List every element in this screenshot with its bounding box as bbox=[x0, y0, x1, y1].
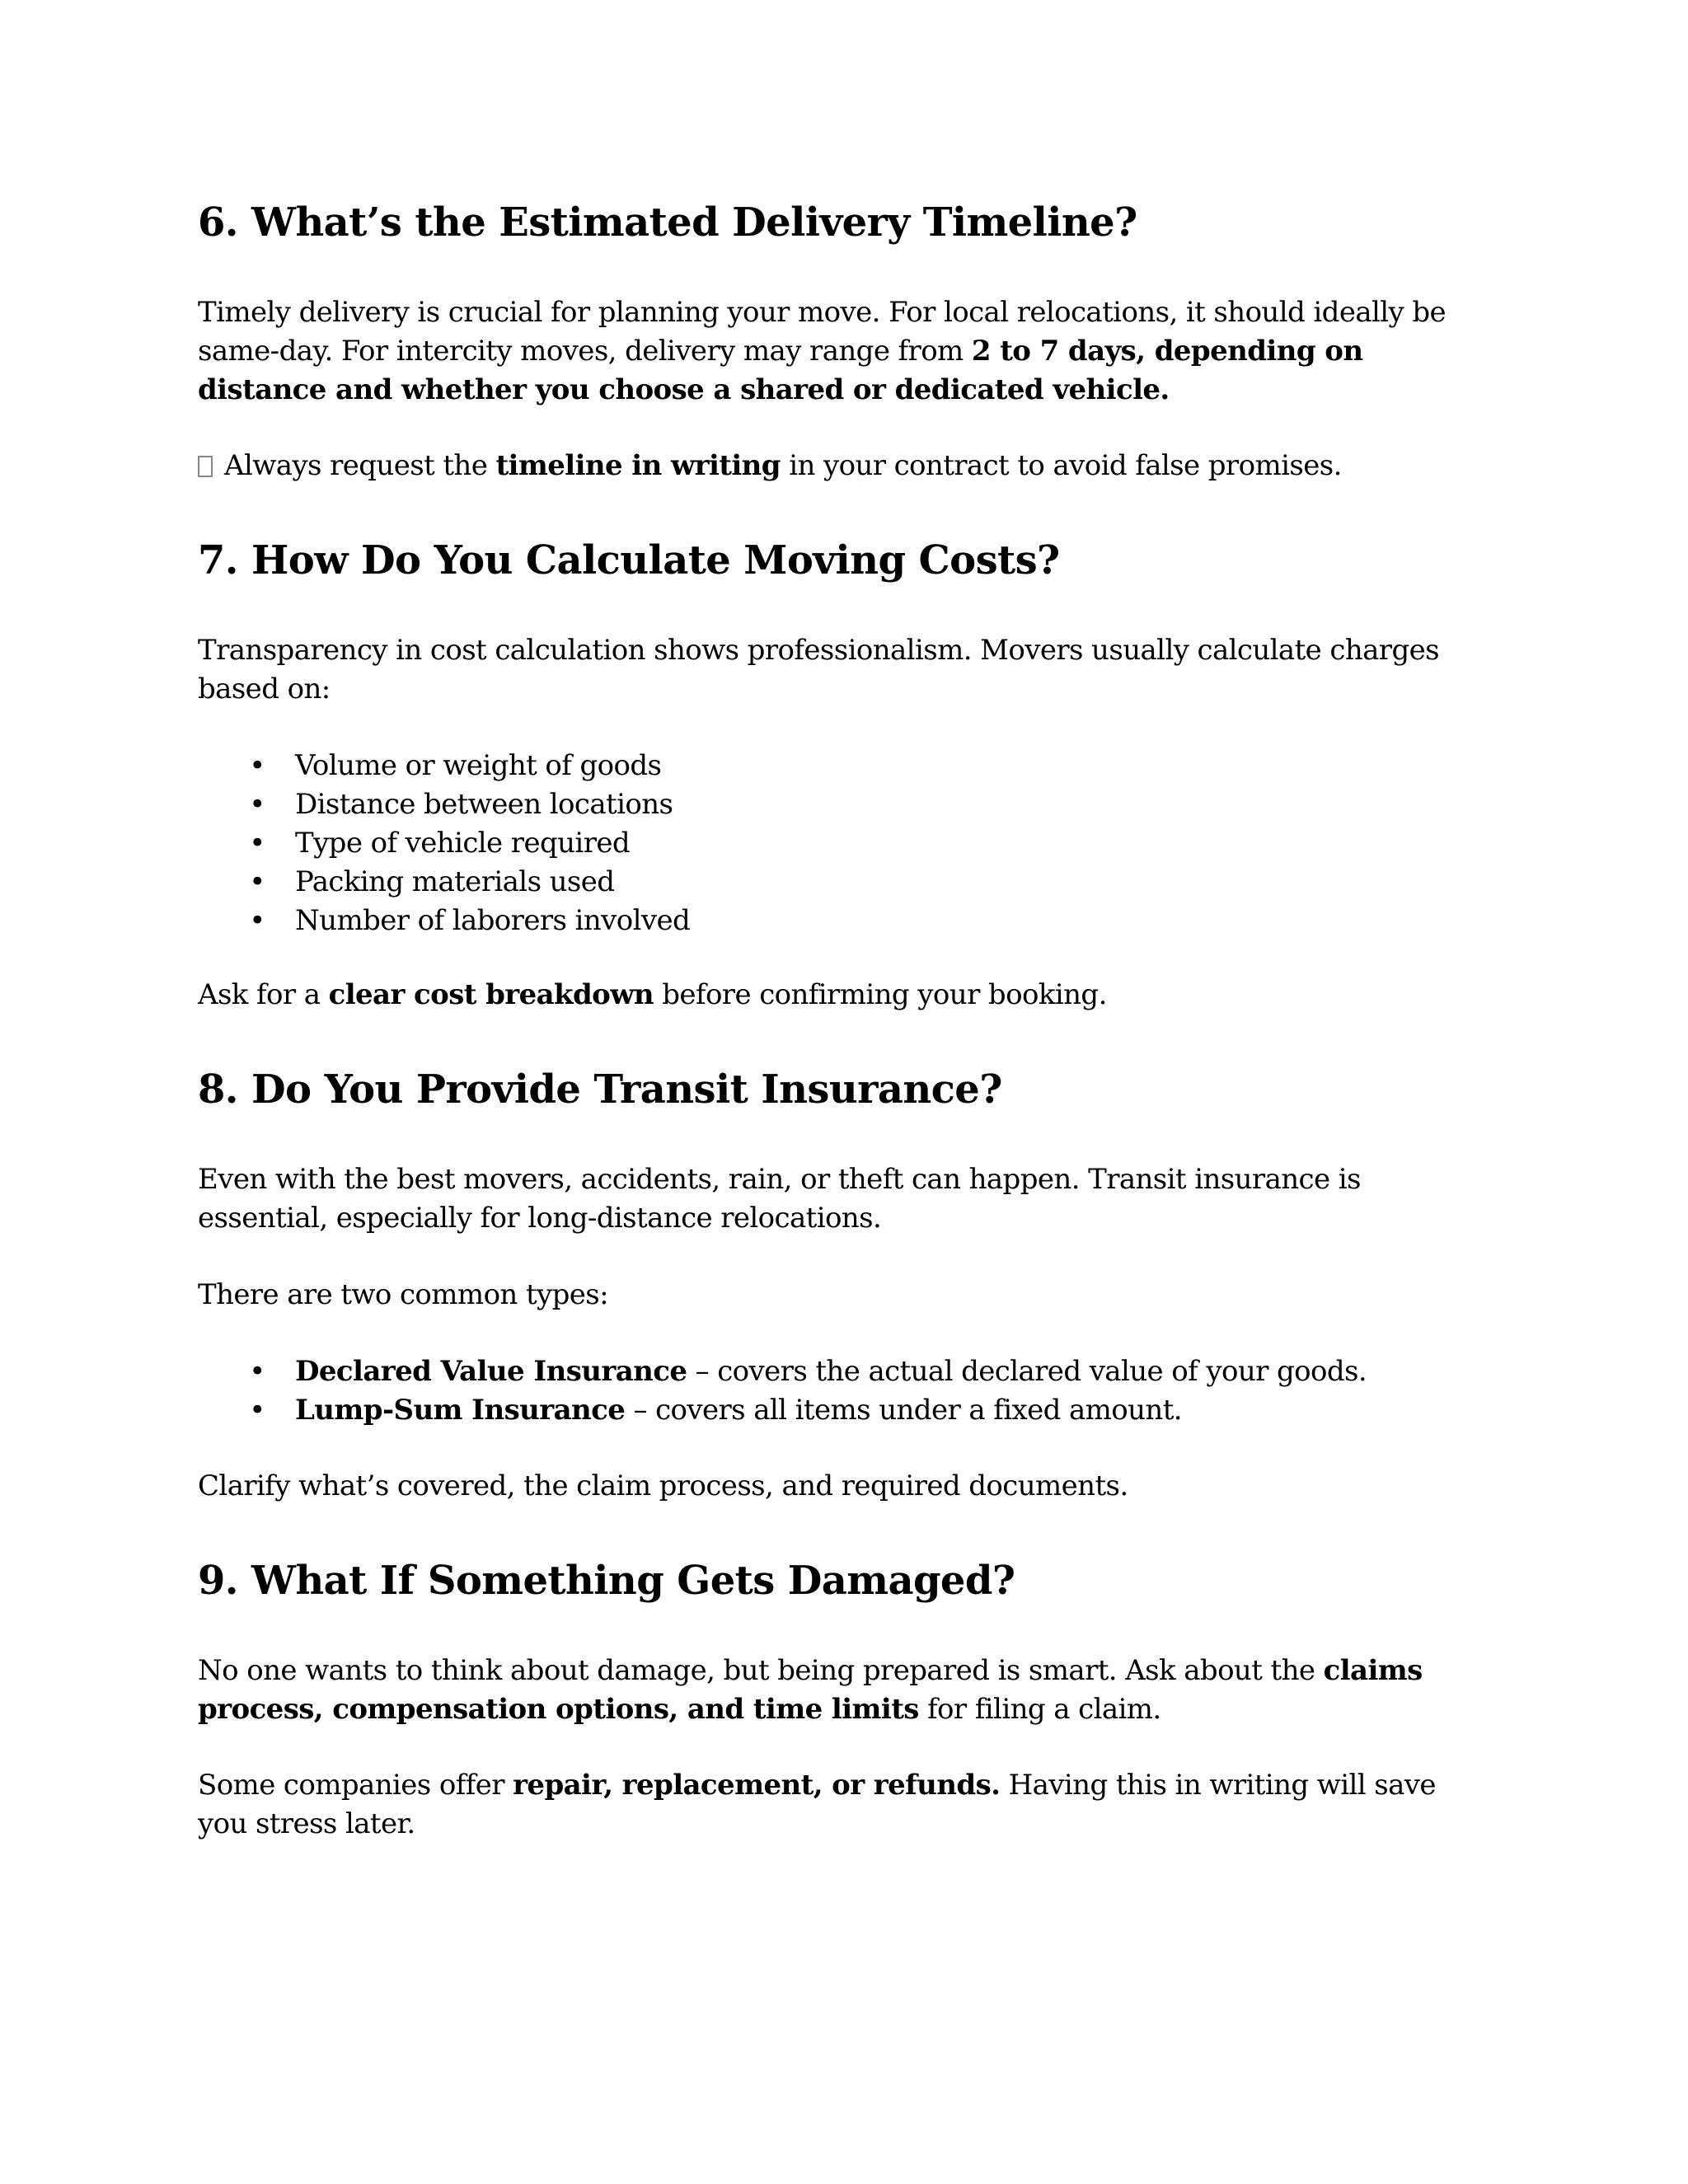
paragraph-line: No one wants to think about damage, but being prepared is smart. Ask about the claims bbox=[198, 1654, 1423, 1687]
section-7-bullet-list bbox=[198, 747, 1500, 940]
bold-text: Declared Value Insurance bbox=[295, 1355, 687, 1388]
section-8-closing bbox=[198, 1467, 1500, 1506]
paragraph-line: essential, especially for long-distance relocations. bbox=[198, 1202, 882, 1235]
bullet-icon: • bbox=[249, 865, 265, 898]
bullet-icon: • bbox=[249, 788, 265, 821]
bullet-icon: • bbox=[249, 1355, 265, 1388]
section-8-intro bbox=[198, 1276, 1500, 1315]
section-8-paragraph bbox=[198, 1160, 1500, 1238]
section-9 bbox=[198, 1556, 1500, 1605]
paragraph-line: Timely delivery is crucial for planning your move. For local relocations, it should ideally be bbox=[198, 296, 1447, 329]
paragraph-line: process, compensation options, and time limits for filing a claim. bbox=[198, 1693, 1161, 1726]
list-item: • Volume or weight of goods bbox=[198, 747, 1500, 785]
bullet-icon: • bbox=[249, 827, 265, 860]
paragraph-line: Ask for a clear cost breakdown before confirming your booking. bbox=[198, 978, 1107, 1011]
paragraph-line bbox=[198, 371, 1500, 410]
bold-text: distance and whether you choose a shared or dedicated vehicle. bbox=[198, 373, 1170, 406]
bold-text: claims bbox=[1323, 1654, 1423, 1687]
paragraph-line: Transparency in cost calculation shows professionalism. Movers usually calculate charges bbox=[198, 634, 1439, 667]
section-heading: 7. How Do You Calculate Moving Costs? bbox=[198, 537, 1060, 583]
paragraph-line: based on: bbox=[198, 673, 331, 705]
section-6-paragraph bbox=[198, 293, 1500, 410]
list-item: • Declared Value Insurance – covers the actual declared value of your goods. bbox=[198, 1352, 1500, 1391]
paragraph-line: Even with the best movers, accidents, rain, or theft can happen. Transit insurance is bbox=[198, 1163, 1361, 1196]
list-item: • Number of laborers involved bbox=[198, 902, 1500, 940]
paragraph-line: Some companies offer repair, replacement, or refunds. Having this in writing will save bbox=[198, 1769, 1436, 1802]
paragraph-line: you stress later. bbox=[198, 1807, 415, 1840]
bold-text: process, compensation options, and time limits bbox=[198, 1693, 919, 1726]
tip-line: Always request the timeline in writing in your contract to avoid false promises. bbox=[198, 447, 1500, 485]
list-item: • Type of vehicle required bbox=[198, 824, 1500, 863]
bold-text: Lump-Sum Insurance bbox=[295, 1394, 626, 1427]
section-heading: 6. What’s the Estimated Delivery Timeline? bbox=[198, 199, 1137, 246]
section-heading: 9. What If Something Gets Damaged? bbox=[198, 1558, 1015, 1604]
paragraph-line: Clarify what’s covered, the claim process, and required documents. bbox=[198, 1469, 1128, 1502]
bold-text: repair, replacement, or refunds. bbox=[513, 1769, 1001, 1802]
bold-text: 2 to 7 days, depending on bbox=[971, 335, 1363, 368]
section-6-tip bbox=[198, 447, 1500, 485]
list-item: • Distance between locations bbox=[198, 785, 1500, 824]
bullet-icon: • bbox=[249, 904, 265, 937]
paragraph-line: There are two common types: bbox=[198, 1278, 609, 1311]
list-item: • Lump-Sum Insurance – covers all items under a fixed amount. bbox=[198, 1391, 1500, 1430]
bold-text: timeline in writing bbox=[495, 449, 781, 482]
bold-text: clear cost breakdown bbox=[328, 978, 654, 1011]
missing-glyph-icon bbox=[198, 456, 213, 477]
bullet-icon: • bbox=[249, 749, 265, 782]
section-8 bbox=[198, 1065, 1500, 1114]
bullet-icon: • bbox=[249, 1394, 265, 1427]
list-item: • Packing materials used bbox=[198, 863, 1500, 902]
section-7-closing bbox=[198, 976, 1500, 1015]
section-heading: 8. Do You Provide Transit Insurance? bbox=[198, 1066, 1002, 1113]
paragraph-line: same-day. For intercity moves, delivery may range from 2 to 7 days, depending on bbox=[198, 335, 1363, 368]
section-9-paragraph bbox=[198, 1652, 1500, 1729]
section-6 bbox=[198, 198, 1500, 247]
section-7-paragraph bbox=[198, 631, 1500, 709]
section-9-paragraph-2 bbox=[198, 1766, 1500, 1844]
section-7 bbox=[198, 536, 1500, 585]
section-8-bullet-list bbox=[198, 1352, 1500, 1430]
